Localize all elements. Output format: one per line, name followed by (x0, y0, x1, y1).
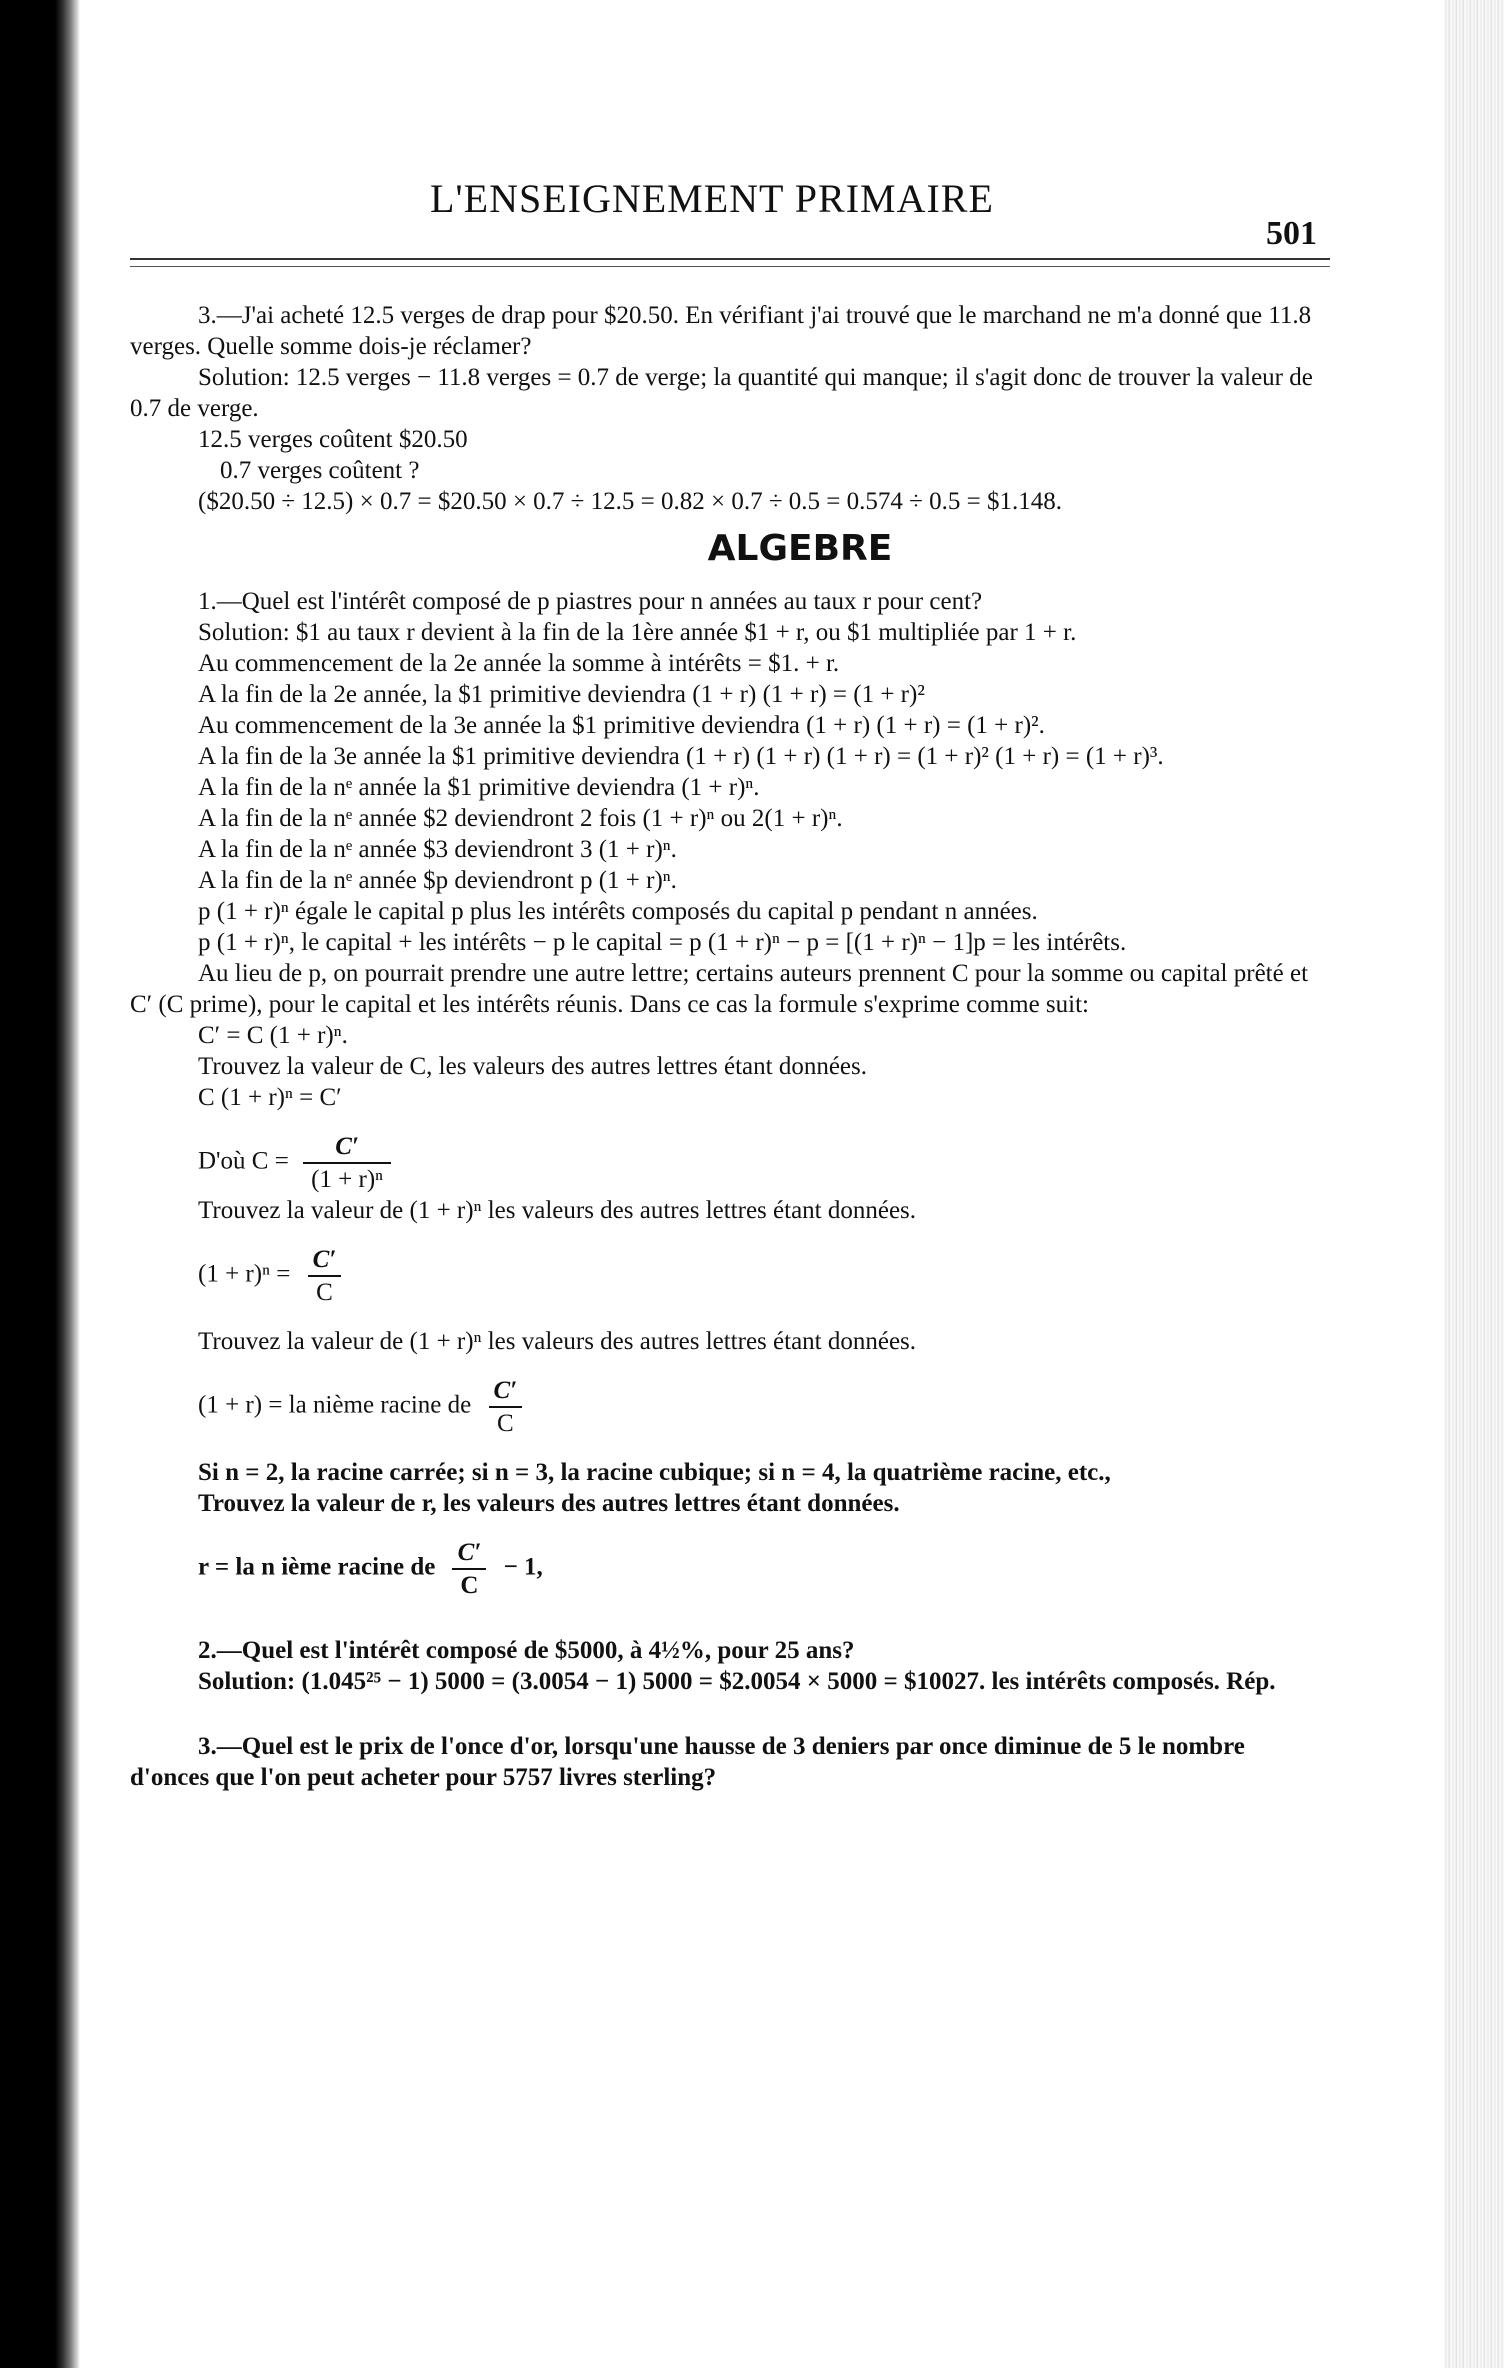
algebra-line: Trouvez la valeur de (1 + r)ⁿ les valeurs des autres lettres étant données. (198, 1328, 917, 1355)
denominator: C (489, 1406, 522, 1439)
fraction (485, 1375, 525, 1439)
algebra-solution-2: Solution: (1.045²⁵ − 1) 5000 = (3.0054 − 1) 5000 = $2.0054 × 5000 = $10027. les intérêts composés. Rép. (198, 1668, 1276, 1695)
formula-lead: (1 + r) = la nième racine de (198, 1391, 472, 1419)
formula-lead: (1 + r)ⁿ = (198, 1260, 291, 1288)
page-number: 501 (1266, 215, 1317, 252)
algebra-line: Au commencement de la 2e année la somme à intérêts = $1. + r. (198, 650, 840, 677)
fraction (450, 1537, 490, 1601)
denominator: C (452, 1568, 486, 1601)
running-header: L'ENSEIGNEMENT PRIMAIRE (430, 176, 994, 221)
page-content (130, 300, 1330, 1793)
formula-line: C (1 + r)ⁿ = C′ (198, 1084, 342, 1111)
algebra-line: Trouvez la valeur de C, les valeurs des autres lettres étant données. (198, 1053, 868, 1080)
denominator: (1 + r)ⁿ (303, 1162, 391, 1195)
page-edges (1444, 0, 1504, 2368)
algebra-line: Au commencement de la 3e année la $1 primitive deviendra (1 + r) (1 + r) = (1 + r)². (198, 712, 1045, 739)
problem-3-line: 12.5 verges coûtent $20.50 (198, 426, 468, 453)
fraction-formula-growth (130, 1244, 1330, 1308)
algebra-question-1: 1.—Quel est l'intérêt composé de p piastres pour n années au taux r pour cent? (198, 588, 983, 615)
fraction (303, 1131, 391, 1195)
algebra-line: A la fin de la nᵉ année la $1 primitive deviendra (1 + r)ⁿ. (198, 774, 760, 801)
problem-3-calculation: ($20.50 ÷ 12.5) × 0.7 = $20.50 × 0.7 ÷ 12.5 = 0.82 × 0.7 ÷ 0.5 = 0.574 ÷ 0.5 = $1.148. (198, 488, 1062, 515)
book-binding-shadow (0, 0, 80, 2368)
problem-3-statement: 3.—J'ai acheté 12.5 verges de drap pour $20.50. En vérifiant j'ai trouvé que le marchand ne m'a donné que 11.8 verges. Quelle somme dois-je réclamer? (130, 302, 1312, 360)
fraction-formula-root (130, 1375, 1330, 1439)
algebra-question-3: 3.—Quel est le prix de l'once d'or, lorsqu'une hausse de 3 deniers par once diminue de 5 le nombre d'onces que l'on peut acheter pour 5757 livres sterling? (130, 1733, 1245, 1791)
formula-lead: r = la n ième racine de (198, 1553, 436, 1581)
algebra-line: p (1 + r)ⁿ, le capital + les intérêts − p le capital = p (1 + r)ⁿ − p = [(1 + r)ⁿ − 1]p = les intérêts. (198, 929, 1127, 956)
fraction (305, 1244, 345, 1308)
algebra-line: Solution: $1 au taux r devient à la fin de la 1ère année $1 + r, ou $1 multipliée par 1 + r. (198, 619, 1077, 646)
fraction-formula-c (130, 1131, 1330, 1195)
numerator: C′ (335, 1133, 359, 1160)
formula-tail: − 1, (503, 1553, 543, 1581)
problem-3-line: 0.7 verges coûtent ? (220, 457, 420, 484)
book-page (110, 0, 1330, 2368)
algebra-question-2: 2.—Quel est l'intérêt composé de $5000, à 4½%, pour 25 ans? (198, 1637, 855, 1664)
algebra-line: Trouvez la valeur de r, les valeurs des autres lettres étant données. (198, 1490, 900, 1517)
numerator: C′ (493, 1377, 518, 1404)
algebra-line: Trouvez la valeur de (1 + r)ⁿ les valeurs des autres lettres étant données. (198, 1197, 917, 1224)
algebra-line: Si n = 2, la racine carrée; si n = 3, la racine cubique; si n = 4, la quatrième racine, etc., (198, 1459, 1111, 1486)
algebra-line: p (1 + r)ⁿ égale le capital p plus les intérêts composés du capital p pendant n années. (198, 898, 1038, 925)
problem-3-solution: Solution: 12.5 verges − 11.8 verges = 0.7 de verge; la quantité qui manque; il s'agit donc de trouver la valeur de 0.7 de verge. (130, 364, 1313, 422)
algebra-line: A la fin de la 2e année, la $1 primitive deviendra (1 + r) (1 + r) = (1 + r)² (198, 681, 925, 708)
algebra-line: A la fin de la nᵉ année $p deviendront p (1 + r)ⁿ. (198, 867, 677, 894)
numerator: C′ (312, 1246, 337, 1273)
algebra-line: A la fin de la 3e année la $1 primitive deviendra (1 + r) (1 + r) (1 + r) = (1 + r)² (1 + r) = (1 + r)³. (198, 743, 1164, 770)
formula-lead: D'où C = (198, 1147, 289, 1175)
section-title: ALGEBRE (707, 528, 893, 569)
algebra-line: A la fin de la nᵉ année $2 deviendront 2 fois (1 + r)ⁿ ou 2(1 + r)ⁿ. (198, 805, 843, 832)
header-rule (130, 258, 1330, 260)
algebra-line: Au lieu de p, on pourrait prendre une autre lettre; certains auteurs prennent C pour la somme ou capital prêté et C′ (C prime), pour le capital et les intérêts réunis. Dans ce cas la formule s'exprime comme suit: (130, 960, 1309, 1018)
formula-line: C′ = C (1 + r)ⁿ. (198, 1022, 348, 1049)
denominator: C (308, 1275, 341, 1308)
numerator: C′ (457, 1539, 482, 1566)
algebra-line: A la fin de la nᵉ année $3 deviendront 3 (1 + r)ⁿ. (198, 836, 677, 863)
header-rule-thin (130, 266, 1330, 267)
fraction-formula-r (130, 1537, 1330, 1601)
